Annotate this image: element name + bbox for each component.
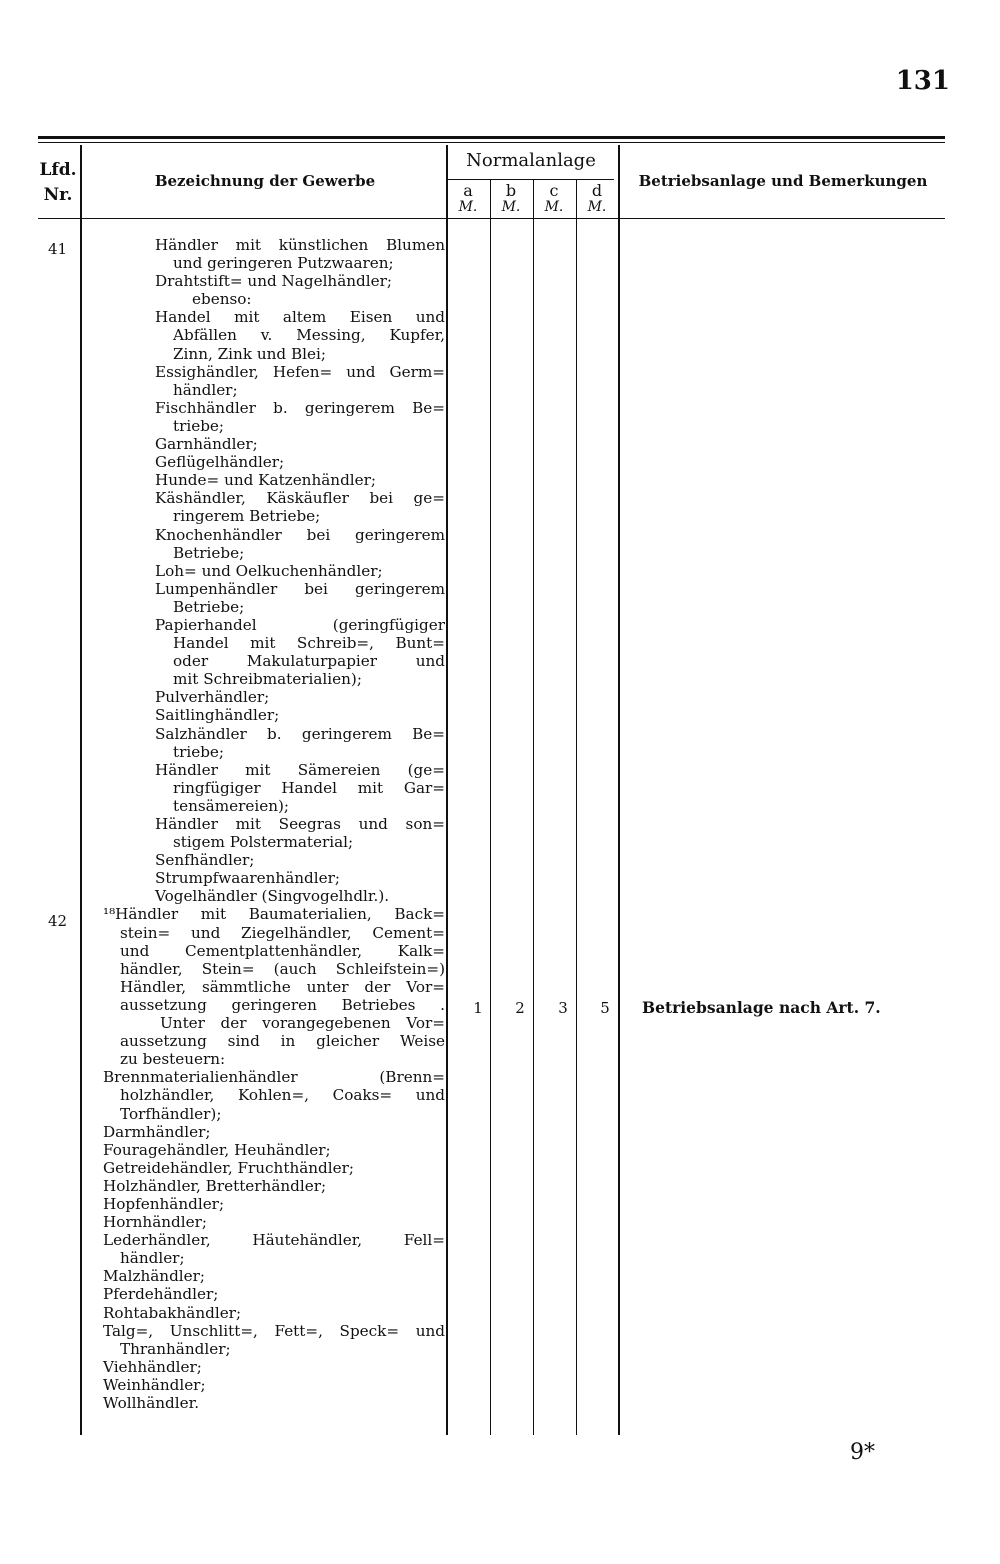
trade-line: aussetzung sind in gleicher Weise xyxy=(120,1032,445,1051)
header-nr-line1: Lfd. xyxy=(39,160,77,180)
trade-line: ebenso: xyxy=(192,290,252,309)
trade-line: Lumpenhändler bei geringerem xyxy=(155,579,445,598)
trade-line: Essighändler, Hefen= und Germ= xyxy=(155,362,445,381)
value-c: 3 xyxy=(558,999,568,1017)
trade-line: Talg=, Unschlitt=, Fett=, Speck= und xyxy=(103,1321,445,1340)
trade-line: Zinn, Zink und Blei; xyxy=(173,344,326,363)
trade-line: Abfällen v. Messing, Kupfer, xyxy=(173,326,445,345)
row-nr-42: 42 xyxy=(48,912,68,930)
trade-line: Garnhändler; xyxy=(155,435,258,454)
trade-line: zu besteuern: xyxy=(120,1050,226,1069)
rule-after-normal xyxy=(618,145,620,1435)
value-d: 5 xyxy=(600,999,610,1017)
trade-line: Betriebe; xyxy=(173,543,245,562)
trade-line: oder Makulaturpapier und xyxy=(173,652,445,671)
header-unit-a: M. xyxy=(458,199,478,215)
top-rule-thick xyxy=(38,136,945,139)
trades-column xyxy=(100,236,445,1412)
trade-line: Saitlinghändler; xyxy=(155,706,280,725)
rule-before-normal xyxy=(446,145,448,1435)
trade-line: aussetzung geringeren Betriebes . xyxy=(120,995,445,1014)
trade-line: triebe; xyxy=(173,416,225,435)
rule-bc xyxy=(533,180,534,1435)
header-nr-line2: Nr. xyxy=(43,185,73,205)
trade-line: Lederhändler, Häutehändler, Fell= xyxy=(103,1231,445,1250)
trade-line: Betriebe; xyxy=(173,597,245,616)
trade-line: ringerem Betriebe; xyxy=(173,507,321,526)
trade-line: Viehhändler; xyxy=(103,1357,202,1376)
trade-line: Weinhändler; xyxy=(103,1375,206,1394)
rule-after-nr xyxy=(80,145,82,1435)
trade-line: mit Schreibmaterialien); xyxy=(173,670,362,689)
trade-line: Händler mit Seegras und son= xyxy=(155,815,445,833)
trade-line: Händler mit Sämereien (ge= xyxy=(155,760,445,779)
value-b: 2 xyxy=(515,999,525,1017)
header-unit-c: M. xyxy=(544,199,564,215)
trade-line: und Cementplattenhändler, Kalk= xyxy=(120,941,445,960)
trade-line: Papierhandel (geringfügiger xyxy=(155,615,445,634)
trade-line: Geflügelhändler; xyxy=(155,453,285,472)
trade-line: Händler mit künstlichen Blumen xyxy=(155,236,445,254)
top-rule-thin xyxy=(38,142,945,143)
header-remarks: Betriebsanlage und Bemerkungen xyxy=(638,172,928,190)
trade-line: Malzhändler; xyxy=(103,1267,206,1286)
trade-line: händler; xyxy=(173,380,238,399)
rule-ab xyxy=(490,180,491,1435)
trade-line: Loh= und Oelkuchenhändler; xyxy=(155,561,383,580)
trade-line: Rohtabakhändler; xyxy=(103,1303,242,1322)
signature-mark: 9* xyxy=(850,1440,875,1465)
trade-line: und geringeren Putzwaaren; xyxy=(173,254,394,273)
header-unit-d: M. xyxy=(587,199,607,215)
normalanlage-underline xyxy=(448,179,614,180)
trade-line: Getreidehändler, Fruchthändler; xyxy=(103,1158,355,1177)
rule-cd xyxy=(576,180,577,1435)
header-unit-b: M. xyxy=(501,199,521,215)
trade-line: Pferdehändler; xyxy=(103,1285,219,1304)
trade-line: ringfügiger Handel mit Gar= xyxy=(173,778,445,797)
trade-line: Salzhändler b. geringerem Be= xyxy=(155,724,445,743)
trade-line: Thranhändler; xyxy=(120,1339,231,1358)
trade-line: händler, Stein= (auch Schleifstein=) xyxy=(120,959,445,978)
trade-line: Hornhändler; xyxy=(103,1213,207,1232)
trade-line: Wollhändler. xyxy=(103,1394,200,1412)
trade-line: Hopfenhändler; xyxy=(103,1194,225,1213)
trade-line: Fischhändler b. geringerem Be= xyxy=(155,398,445,417)
trade-line: Händler, sämmtliche unter der Vor= xyxy=(120,977,445,996)
trade-line: Knochenhändler bei geringerem xyxy=(155,525,445,544)
header-sub-b: b xyxy=(505,181,517,200)
trade-line: ¹⁸Händler mit Baumaterialien, Back= xyxy=(103,905,445,924)
trade-line: Handel mit Schreib=, Bunt= xyxy=(173,634,445,653)
header-normalanlage: Normalanlage xyxy=(466,150,596,171)
trade-line: Darmhändler; xyxy=(103,1122,211,1141)
trade-line: tensämereien); xyxy=(173,796,290,815)
trade-line: Torfhändler); xyxy=(120,1104,222,1123)
trade-line: Vogelhändler (Singvogelhdlr.). xyxy=(155,887,390,906)
trade-line: Strumpfwaarenhändler; xyxy=(155,869,340,888)
trade-line: Brennmaterialienhändler (Brenn= xyxy=(103,1068,445,1087)
trade-line: holzhändler, Kohlen=, Coaks= und xyxy=(120,1086,445,1105)
header-trades: Bezeichnung der Gewerbe xyxy=(154,172,376,190)
header-sub-c: c xyxy=(549,181,559,200)
header-sub-d: d xyxy=(591,181,603,200)
trade-line: Drahtstift= und Nagelhändler; xyxy=(155,272,392,291)
header-bottom-rule xyxy=(38,218,945,219)
value-a: 1 xyxy=(473,999,483,1017)
trade-line: Senfhändler; xyxy=(155,851,255,870)
trade-line: Unter der vorangegebenen Vor= xyxy=(160,1014,445,1033)
trade-line: Holzhändler, Bretterhändler; xyxy=(103,1176,327,1195)
trade-line: stein= und Ziegelhändler, Cement= xyxy=(120,923,445,942)
remark-betriebsanlage: Betriebsanlage nach Art. 7. xyxy=(642,998,881,1017)
trade-line: triebe; xyxy=(173,742,225,761)
trade-line: Hunde= und Katzenhändler; xyxy=(155,471,377,490)
trade-line: Fouragehändler, Heuhändler; xyxy=(103,1140,331,1159)
header-sub-a: a xyxy=(463,181,473,200)
trade-line: Handel mit altem Eisen und xyxy=(155,308,445,327)
trade-line: händler; xyxy=(120,1249,185,1268)
trade-line: Käshändler, Käskäufler bei ge= xyxy=(155,489,445,508)
trade-line: Pulverhändler; xyxy=(155,688,270,707)
trade-line: stigem Polstermaterial; xyxy=(173,833,354,852)
row-nr-41: 41 xyxy=(48,240,68,258)
page-number: 131 xyxy=(895,66,950,96)
